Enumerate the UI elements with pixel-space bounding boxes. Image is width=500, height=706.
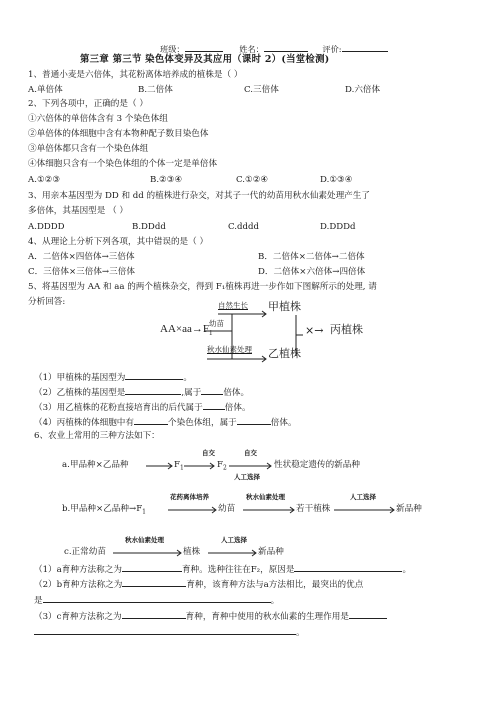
diagram-cross: $AA\times aa\to F_1$ — [160, 323, 213, 338]
q2-item-1: ①六倍体的单倍体含有 3 个染色体组 — [28, 114, 168, 124]
q6-sub3-blank2[interactable] — [349, 609, 387, 619]
q1-stem: 1、普通小麦是六倍体，其花粉离体培养成的植株是（ ） — [28, 70, 243, 80]
q4-stem: 4、从理论上分析下列各项，其中错误的是（ ） — [28, 237, 209, 247]
diagram-plant-c: 丙植株 — [330, 323, 363, 336]
method-a-self1: 自交 — [202, 449, 215, 457]
method-b-select: 人工选择 — [350, 493, 376, 501]
q2-option-b: B.②③④ — [150, 175, 183, 185]
q3-option-a: A.DDDD — [28, 222, 65, 232]
q3-stem-line2: 多倍体，其基因型是 （ ） — [28, 206, 128, 216]
diagram-cross-sign: ×→ — [305, 324, 324, 337]
q3-option-d: D.DDDd — [320, 222, 356, 232]
q1-option-d: D.六倍体 — [345, 85, 381, 95]
q5-sub1: （1）甲植株的基因型为 。 — [34, 370, 192, 384]
q3-stem-line1: 3、用亲本基因型为 DD 和 dd 的植株进行杂交，对其子一代的幼苗用秋水仙素处理产生了 — [28, 191, 370, 201]
method-a-f1: $F_1$ — [174, 460, 184, 472]
q6-sub1-blank1[interactable] — [122, 562, 182, 572]
class-label: 班级： — [160, 44, 185, 54]
name-label: 姓名： — [239, 44, 264, 54]
method-c-colchicine: 秋水仙素处理 — [125, 536, 164, 544]
q4-option-c: C．三倍体×三倍体→三倍体 — [28, 267, 135, 277]
diagram-colchicine: 秋水仙素处理 — [207, 345, 252, 354]
q2-item-4: ④体细胞只含有一个染色体组的个体一定是单倍体 — [28, 159, 218, 169]
q3-option-c: C.dddd — [228, 222, 260, 232]
method-a-self2: 自交 — [244, 449, 257, 457]
q1-option-b: B.二倍体 — [138, 85, 173, 95]
method-a-select: 人工选择 — [234, 473, 260, 481]
method-c-end: 新品种 — [258, 547, 284, 557]
q5-stem-line2: 分析回答: — [28, 297, 66, 307]
q2-stem: 2、下列各项中，正确的是（ ） — [28, 99, 148, 109]
q2-option-c: C.①②④ — [236, 175, 269, 185]
method-b-start: b.甲品种×乙品种$\to F_1$ — [62, 504, 146, 516]
q5-sub4: （4）丙植株的体细胞中有 个染色体组，属于 倍体。 — [34, 415, 297, 429]
q2-item-3: ③单倍体都只含有一个染色体组 — [28, 144, 149, 154]
method-a-f2: $F_2$ — [217, 460, 227, 472]
q6-sub3-line2: 。 — [34, 625, 305, 639]
method-b-end: 新品种 — [396, 504, 422, 514]
q2-option-a: A.①②③ — [28, 175, 61, 185]
q2-item-2: ②单倍体的体细胞中含有本物种配子数目染色体 — [28, 129, 209, 139]
q5-sub3: （3）用乙植株的花粉直接培育出的后代属于 倍体。 — [34, 400, 251, 414]
q6-sub3-line1: （3）c育种方法称之为 育种，育种中使用的秋水仙素的生理作用是 — [34, 609, 387, 623]
q1-option-a: A.单倍体 — [28, 85, 63, 95]
method-a-start: a.甲品种×乙品种 — [62, 460, 129, 470]
method-c-start: c.正常幼苗 — [64, 547, 106, 557]
method-b-plants: 若干植株 — [296, 504, 331, 514]
q6-sub1: （1）a育种方法称之为 育种。选种往往在F₂，原因是 。 — [34, 562, 411, 576]
q1-option-c: C.三倍体 — [244, 85, 279, 95]
method-c-plant: 植株 — [183, 547, 201, 557]
q6-sub2-blank2[interactable] — [43, 593, 271, 603]
q5-sub2: （2）乙植株的基因型是 ,属于 倍体。 — [34, 385, 249, 399]
diagram-seedling: 幼苗 — [209, 319, 224, 328]
page-title: 第三章 第三节 染色体变异及其应用（课时 2）(当堂检测) — [80, 54, 330, 65]
q6-sub3-blank3[interactable] — [34, 625, 296, 635]
q6-sub3-blank1[interactable] — [122, 609, 186, 619]
method-b-colchicine: 秋水仙素处理 — [246, 493, 285, 501]
method-a-end: 性状稳定遗传的新品种 — [274, 460, 360, 470]
q4-option-a: A．二倍体×四倍体→三倍体 — [28, 252, 135, 262]
q3-option-b: B.DDdd — [132, 222, 166, 232]
method-b-seedling: 幼苗 — [218, 504, 236, 514]
q6-sub2-line1: （2）b育种方法称之为 育种，该育种方法与a方法相比，最突出的优点 — [34, 577, 363, 591]
q6-sub2-line2: 是 。 — [34, 593, 279, 607]
diagram-plant-a: 甲植株 — [268, 300, 301, 313]
eval-label: 评价: — [322, 44, 342, 54]
q6-stem: 6、农业上常用的三种方法如下： — [34, 431, 160, 441]
diagram-natural: 自然生长 — [218, 301, 248, 310]
diagram-plant-b: 乙植株 — [268, 347, 301, 360]
q4-option-b: B．二倍体×二倍体→二倍体 — [258, 252, 365, 262]
q4-option-d: D．二倍体×六倍体→四倍体 — [258, 267, 366, 277]
q5-stem-line1: 5、将基因型为 AA 和 aa 的两个植株杂交，得到 F₁植株再进一步作如下图解所示的处理, 请 — [28, 282, 377, 292]
method-c-select: 人工选择 — [221, 536, 247, 544]
method-b-pollen: 花药离体培养 — [170, 493, 209, 501]
q6-sub2-blank1[interactable] — [122, 577, 186, 587]
q6-sub1-blank2[interactable] — [294, 562, 402, 572]
q2-option-d: D.①③④ — [320, 175, 353, 185]
